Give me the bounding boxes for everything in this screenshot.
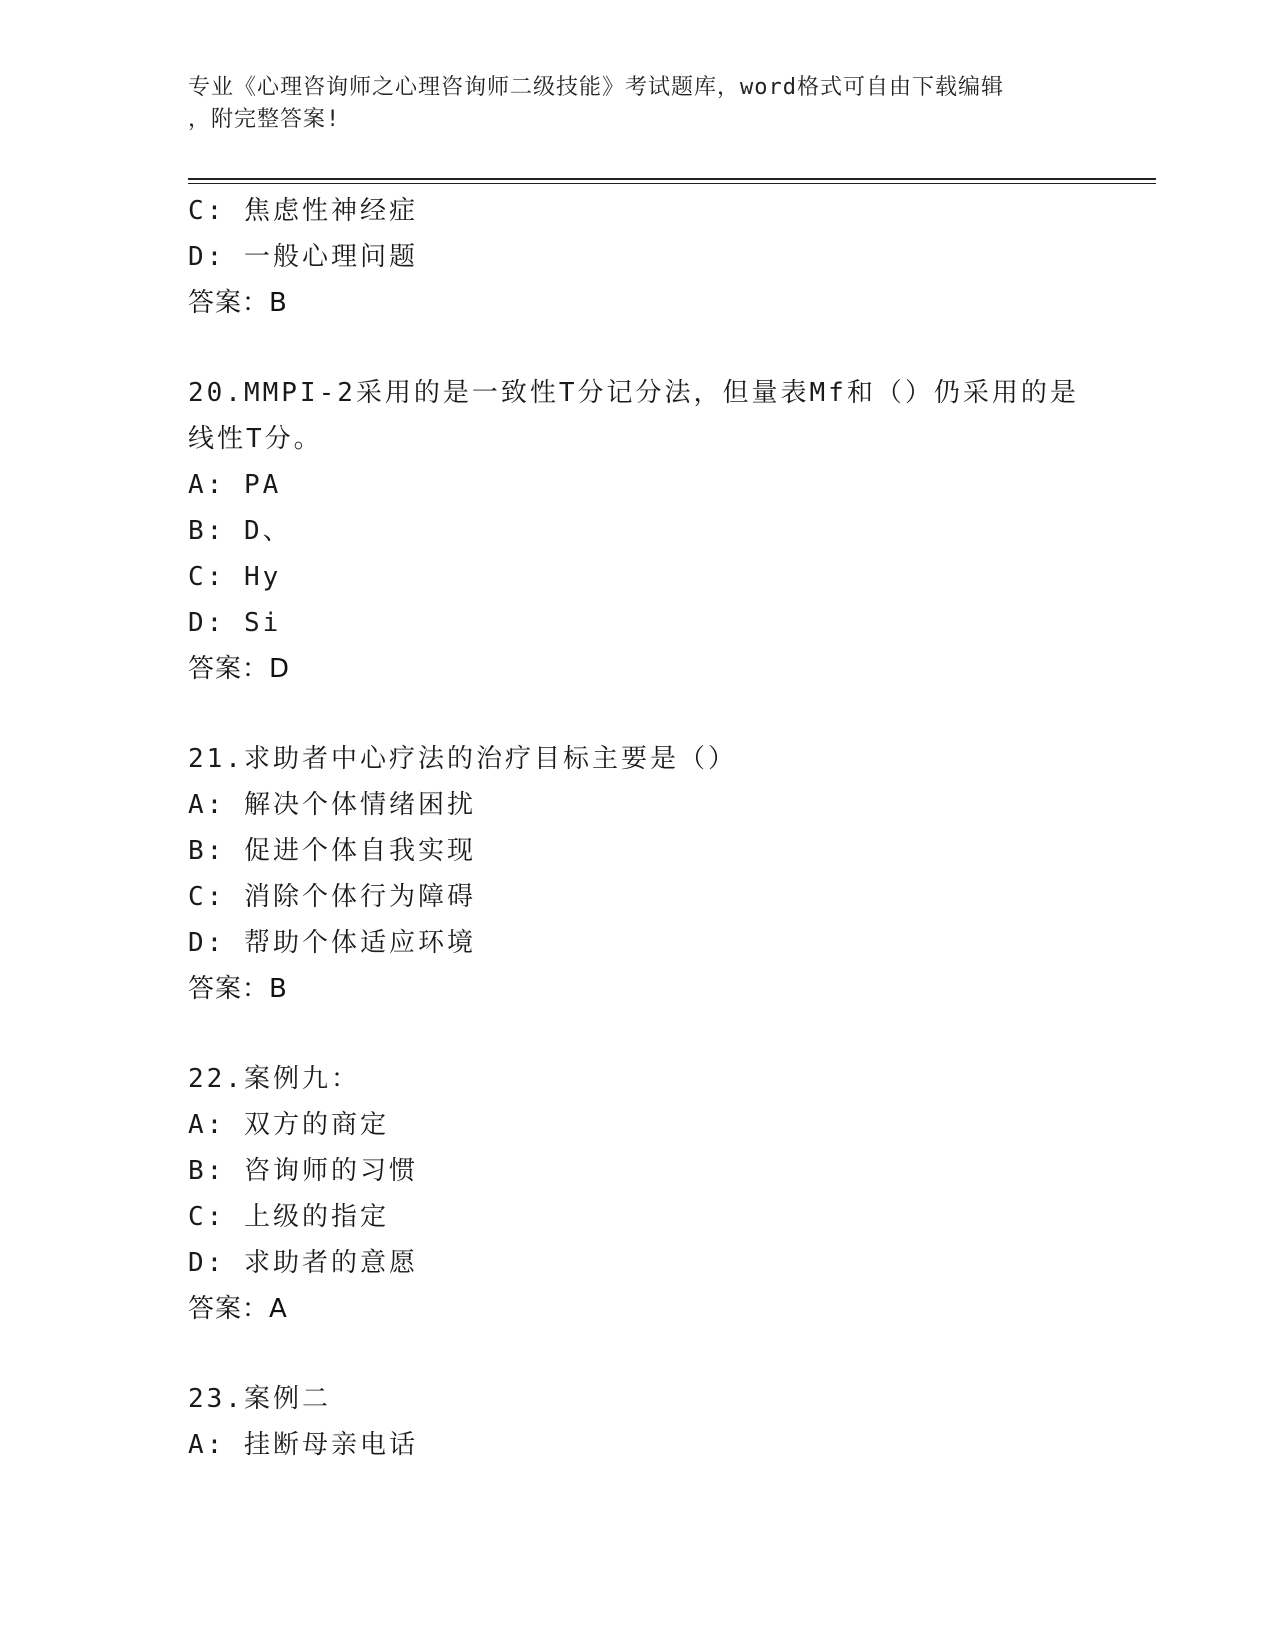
option-c: C: 上级的指定 — [188, 1202, 389, 1232]
header-divider-thick — [188, 178, 1156, 180]
answer-label: 答案：B — [188, 288, 288, 318]
option-a: A: 解决个体情绪困扰 — [188, 790, 476, 820]
option-a: A: 双方的商定 — [188, 1110, 389, 1140]
option-c: C: 焦虑性神经症 — [188, 196, 418, 226]
question-19 — [188, 188, 1088, 326]
option-d: D: 帮助个体适应环境 — [188, 928, 476, 958]
spacer — [188, 692, 1088, 736]
question-22 — [188, 1056, 1088, 1332]
option-c: C: Hy — [188, 562, 282, 592]
option-a: A: PA — [188, 470, 282, 500]
option-b: B: D、 — [188, 516, 292, 546]
header-title-line: 专业《心理咨询师之心理咨询师二级技能》考试题库，word格式可自由下载编辑 — [188, 75, 1004, 100]
spacer — [188, 1012, 1088, 1056]
header-title-continuation: ，附完整答案! — [188, 107, 341, 132]
question-stem-continuation: 线性T分。 — [188, 424, 323, 454]
header-divider-thin — [188, 183, 1156, 184]
question-21 — [188, 736, 1088, 1012]
answer-label: 答案：D — [188, 654, 291, 684]
answer-label: 答案：A — [188, 1294, 288, 1324]
answer-label: 答案：B — [188, 974, 288, 1004]
question-list — [188, 188, 1088, 1468]
option-b: B: 促进个体自我实现 — [188, 836, 476, 866]
option-d: D: Si — [188, 608, 282, 638]
question-23 — [188, 1376, 1088, 1468]
question-stem: 23.案例二 — [188, 1384, 331, 1414]
option-c: C: 消除个体行为障碍 — [188, 882, 476, 912]
option-b: B: 咨询师的习惯 — [188, 1156, 418, 1186]
option-d: D: 求助者的意愿 — [188, 1248, 418, 1278]
question-stem: 20.MMPI-2采用的是一致性T分记分法，但量表Mf和（）仍采用的是 — [188, 378, 1079, 408]
spacer — [188, 326, 1088, 370]
option-a: A: 挂断母亲电话 — [188, 1430, 418, 1460]
question-stem: 22.案例九： — [188, 1064, 360, 1094]
option-d: D: 一般心理问题 — [188, 242, 418, 272]
question-20 — [188, 370, 1088, 692]
document-header — [188, 72, 1088, 136]
question-stem: 21.求助者中心疗法的治疗目标主要是（） — [188, 744, 737, 774]
spacer — [188, 1332, 1088, 1376]
